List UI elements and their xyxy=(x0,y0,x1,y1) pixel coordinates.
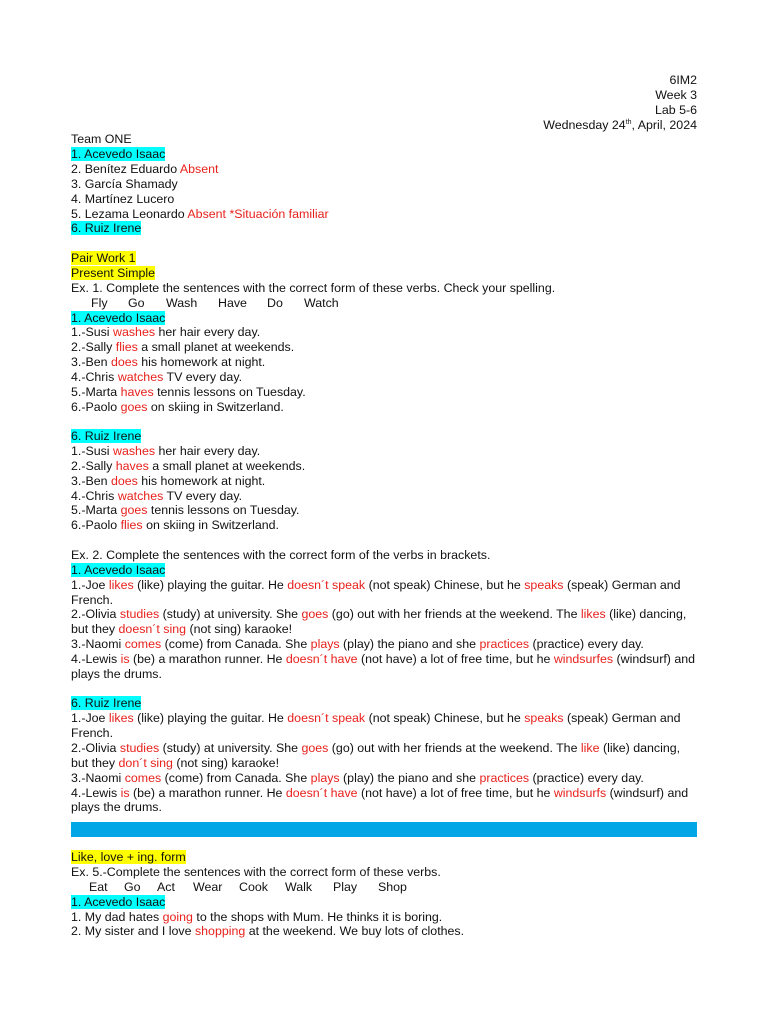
like-love-title-text: Like, love + ing. form xyxy=(71,850,186,865)
answer-text: doesn´t have xyxy=(285,651,358,666)
sentence-text: (like) playing the guitar. He xyxy=(133,577,288,592)
answer-text: studies xyxy=(119,607,160,622)
exercise-sentence xyxy=(71,474,697,489)
ex2-answers xyxy=(71,563,697,815)
answer-text: studies xyxy=(119,740,160,755)
sentence-text: 3.-Ben xyxy=(71,355,111,370)
sentence-text: to the shops with Mum. He thinks it is boring. xyxy=(192,909,443,924)
answer-text: flies xyxy=(120,518,143,533)
sentence-text: 5.-Marta xyxy=(71,503,121,518)
sentence-text: (practice) every day. xyxy=(529,637,644,652)
answer-text: doesn´t sing xyxy=(118,622,187,637)
student-heading xyxy=(71,429,697,444)
answer-text: goes xyxy=(301,607,329,622)
sentence-text: 4.-Chris xyxy=(71,369,118,384)
answer-text: flies xyxy=(115,340,138,355)
sentence-text: tennis lessons on Tuesday. xyxy=(153,384,306,399)
sentence-text: (like) dancing, but they xyxy=(71,607,687,637)
answer-text: practices xyxy=(479,770,530,785)
sentence-text: 1.-Joe xyxy=(71,577,109,592)
answer-text: does xyxy=(110,355,138,370)
spacer xyxy=(71,682,697,697)
student-heading xyxy=(71,696,697,711)
sentence-text: 4.-Lewis xyxy=(71,785,121,800)
sentence-text: his homework at night. xyxy=(137,355,266,370)
sentence-text: (play) the piano and she xyxy=(339,770,480,785)
member-note: Absent xyxy=(179,162,219,177)
verb-word: Have xyxy=(218,295,247,310)
sentence-text: (go) out with her friends at the weekend. The xyxy=(328,607,581,622)
exercise-sentence xyxy=(71,910,697,925)
answer-text: goes xyxy=(301,740,329,755)
answer-text: shopping xyxy=(194,924,246,939)
sentence-text: (not have) a lot of free time, but he xyxy=(357,785,554,800)
verb-word: Walk xyxy=(285,879,313,894)
verb-word: Go xyxy=(128,295,145,310)
ex5-instruction: Ex. 5.-Complete the sentences with the correct form of these verbs. xyxy=(71,865,441,880)
verb-word: Watch xyxy=(304,295,339,310)
team-member xyxy=(71,147,697,162)
pair-work-subtitle xyxy=(71,266,697,281)
sentence-text: 2.-Sally xyxy=(71,340,116,355)
sentence-text: 2.-Olivia xyxy=(71,740,120,755)
member-name: 3. García Shamady xyxy=(71,176,178,191)
verb-word: Eat xyxy=(89,879,108,894)
sentence-text: a small planet at weekends. xyxy=(148,458,306,473)
answer-text: practices xyxy=(479,637,530,652)
ex2-instruction: Ex. 2. Complete the sentences with the correct form of the verbs in brackets. xyxy=(71,548,491,562)
exercise-sentence xyxy=(71,340,697,355)
answer-text: plays xyxy=(310,770,340,785)
student-heading xyxy=(71,311,697,326)
answer-text: going xyxy=(162,909,193,924)
sentence-text: 1.-Joe xyxy=(71,711,109,726)
answer-text: likes xyxy=(108,711,134,726)
sentence-text: (not speak) Chinese, but he xyxy=(365,577,525,592)
sentence-text: (like) playing the guitar. He xyxy=(133,711,288,726)
ex5-student xyxy=(71,895,697,910)
exercise-sentence xyxy=(71,325,697,340)
answer-text: comes xyxy=(124,770,162,785)
verb-word: Fly xyxy=(91,295,108,310)
sentence-text: 2.-Olivia xyxy=(71,607,120,622)
sentence-text: (come) from Canada. She xyxy=(161,637,311,652)
student-name: 6. Ruiz Irene xyxy=(71,429,142,444)
answer-text: watches xyxy=(117,369,164,384)
sentence-text: (study) at university. She xyxy=(159,607,302,622)
verb-word: Do xyxy=(267,295,283,310)
sentence-text: a small planet at weekends. xyxy=(137,340,295,355)
answer-text: does xyxy=(110,473,138,488)
sentence-text: TV every day. xyxy=(163,488,243,503)
spacer xyxy=(71,533,697,548)
sentence-text: his homework at night. xyxy=(137,473,266,488)
sentence-text: on skiing in Switzerland. xyxy=(142,518,280,533)
sentence-text: (be) a marathon runner. He xyxy=(129,785,286,800)
exercise-paragraph xyxy=(71,578,697,608)
exercise-sentence xyxy=(71,370,697,385)
sentence-text: TV every day. xyxy=(163,369,243,384)
sentence-text: at the weekend. We buy lots of clothes. xyxy=(245,924,465,939)
exercise-sentence xyxy=(71,503,697,518)
exercise-sentence xyxy=(71,385,697,400)
team-member xyxy=(71,192,697,207)
sentence-text: 4.-Lewis xyxy=(71,651,121,666)
sentence-text: (study) at university. She xyxy=(159,740,302,755)
exercise-paragraph xyxy=(71,786,697,816)
date-suffix: th xyxy=(625,118,632,126)
verb-word: Wear xyxy=(193,879,223,894)
ex5-verb-bank xyxy=(71,880,697,895)
student-name: 1. Acevedo Isaac xyxy=(71,894,166,909)
exercise-paragraph xyxy=(71,741,697,771)
team-title: Team ONE xyxy=(71,132,132,147)
sentence-text: 1.-Susi xyxy=(71,444,114,459)
sentence-text: (come) from Canada. She xyxy=(161,770,311,785)
verb-word: Cook xyxy=(239,879,268,894)
like-love-title xyxy=(71,850,697,865)
exercise-paragraph xyxy=(71,637,697,652)
team-section xyxy=(71,132,697,236)
group-label: 6IM2 xyxy=(669,73,697,87)
exercise-paragraph xyxy=(71,711,697,741)
sentence-text: (windsurf) and plays the drums. xyxy=(71,785,689,815)
team-member xyxy=(71,162,697,177)
sentence-text: 6.-Paolo xyxy=(71,518,121,533)
answer-text: windsurfes xyxy=(553,651,614,666)
team-member xyxy=(71,177,697,192)
sentence-text: (practice) every day. xyxy=(529,770,644,785)
answer-text: likes xyxy=(580,607,606,622)
sentence-text: (not have) a lot of free time, but he xyxy=(357,651,554,666)
answer-text: plays xyxy=(310,637,340,652)
answer-text: is xyxy=(120,785,130,800)
pair-work-title xyxy=(71,251,697,266)
student-name: 1. Acevedo Isaac xyxy=(71,562,166,577)
ex1-instruction: Ex. 1. Complete the sentences with the correct form of these verbs. Check your spelling. xyxy=(71,280,556,295)
answer-text: haves xyxy=(115,458,149,473)
sentence-text: 6.-Paolo xyxy=(71,399,121,414)
exercise-sentence xyxy=(71,355,697,370)
member-name: 4. Martínez Lucero xyxy=(71,191,175,206)
answer-text: don´t sing xyxy=(118,755,173,770)
sentence-text: 3.-Naomi xyxy=(71,637,125,652)
sentence-text: (speak) German and French. xyxy=(71,711,681,741)
team-member xyxy=(71,221,697,236)
verb-word: Act xyxy=(157,879,175,894)
exercise-paragraph xyxy=(71,771,697,786)
document-header xyxy=(71,73,697,132)
sentence-text: her hair every day. xyxy=(155,444,261,459)
sentence-text: (not sing) karaoke! xyxy=(186,622,293,637)
answer-text: doesn´t speak xyxy=(287,711,366,726)
answer-text: windsurfs xyxy=(553,785,607,800)
sentence-text: 1. My dad hates xyxy=(71,909,163,924)
answer-text: washes xyxy=(113,325,156,340)
sentence-text: 1.-Susi xyxy=(71,325,114,340)
sentence-text: (windsurf) and plays the drums. xyxy=(71,651,696,681)
answer-text: goes xyxy=(120,503,148,518)
sentence-text: (not sing) karaoke! xyxy=(172,755,280,770)
spacer xyxy=(71,414,697,429)
exercise-sentence xyxy=(71,924,697,939)
pair-work-subtitle-text: Present Simple xyxy=(71,265,156,280)
section-divider xyxy=(71,822,697,837)
sentence-text: 3.-Ben xyxy=(71,473,111,488)
verb-word: Wash xyxy=(166,295,198,310)
sentence-text: tennis lessons on Tuesday. xyxy=(147,503,300,518)
verb-word: Go xyxy=(124,879,141,894)
ex1-answers xyxy=(71,311,697,549)
answer-text: doesn´t speak xyxy=(287,577,366,592)
exercise-paragraph xyxy=(71,607,697,637)
exercise-sentence xyxy=(71,518,697,533)
answer-text: watches xyxy=(117,488,164,503)
sentence-text: (like) dancing, but they xyxy=(71,740,681,770)
member-note: Absent *Situación familiar xyxy=(187,206,329,221)
answer-text: haves xyxy=(120,384,154,399)
member-name: 1. Acevedo Isaac xyxy=(71,147,166,162)
answer-text: like xyxy=(580,740,600,755)
spacer xyxy=(71,236,697,251)
verb-word: Shop xyxy=(378,879,407,894)
answer-text: is xyxy=(120,651,130,666)
exercise-paragraph xyxy=(71,652,697,682)
answer-text: speaks xyxy=(524,577,564,592)
exercise-sentence xyxy=(71,459,697,474)
answer-text: speaks xyxy=(524,711,564,726)
ex1-verb-bank xyxy=(71,296,697,311)
student-heading xyxy=(71,563,697,578)
member-name: 5. Lezama Leonardo xyxy=(71,206,188,221)
date-label xyxy=(71,118,697,133)
sentence-text: 5.-Marta xyxy=(71,384,121,399)
answer-text: comes xyxy=(124,637,162,652)
week-label: Week 3 xyxy=(655,87,697,102)
answer-text: goes xyxy=(120,399,148,414)
sentence-text: 4.-Chris xyxy=(71,488,118,503)
member-name: 2. Benítez Eduardo xyxy=(71,162,180,177)
sentence-text: (speak) German and French. xyxy=(71,577,681,607)
sentence-text: (not speak) Chinese, but he xyxy=(365,711,525,726)
student-name: 6. Ruiz Irene xyxy=(71,696,142,711)
member-name: 6. Ruiz Irene xyxy=(71,221,142,236)
exercise-sentence xyxy=(71,400,697,415)
sentence-text: 2.-Sally xyxy=(71,458,116,473)
student-name: 1. Acevedo Isaac xyxy=(71,310,166,325)
exercise-sentence xyxy=(71,444,697,459)
ex5-answers xyxy=(71,910,697,940)
sentence-text: (be) a marathon runner. He xyxy=(129,651,286,666)
date-rest: , April, 2024 xyxy=(631,117,697,132)
sentence-text: on skiing in Switzerland. xyxy=(147,399,284,414)
answer-text: doesn´t have xyxy=(285,785,358,800)
sentence-text: 2. My sister and I love xyxy=(71,924,195,939)
answer-text: likes xyxy=(108,577,134,592)
sentence-text: her hair every day. xyxy=(155,325,261,340)
team-member xyxy=(71,207,697,222)
document-page xyxy=(71,73,697,939)
verb-word: Play xyxy=(333,879,358,894)
pair-work-title-text: Pair Work 1 xyxy=(71,251,136,266)
sentence-text: 3.-Naomi xyxy=(71,770,125,785)
exercise-sentence xyxy=(71,489,697,504)
sentence-text: (play) the piano and she xyxy=(339,637,480,652)
date-day: Wednesday 24 xyxy=(543,117,626,132)
lab-label: Lab 5-6 xyxy=(654,102,697,117)
sentence-text: (go) out with her friends at the weekend. The xyxy=(328,740,581,755)
answer-text: washes xyxy=(113,444,156,459)
